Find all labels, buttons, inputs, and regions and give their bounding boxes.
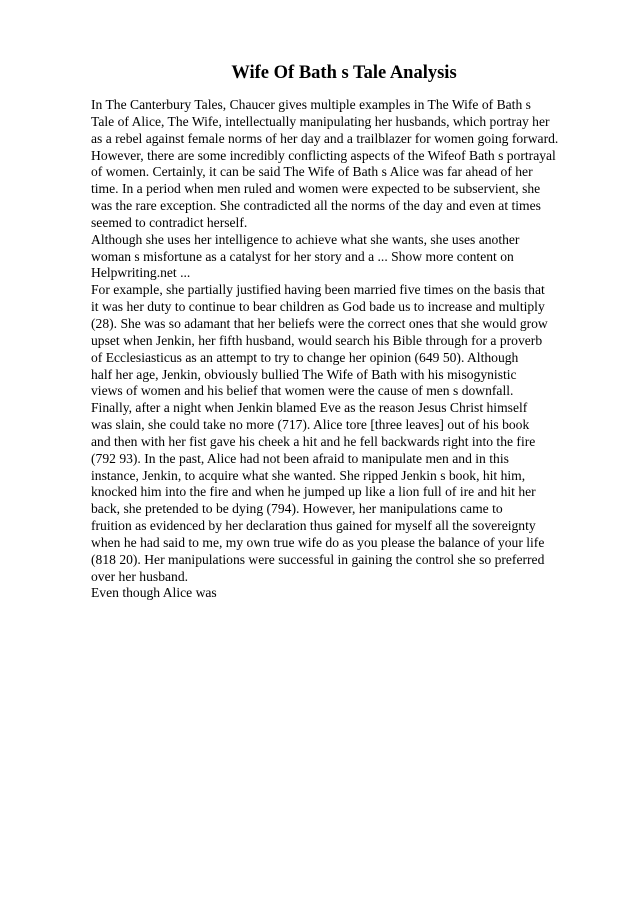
text-line: time. In a period when men ruled and women were expected to be subservient, she: [91, 181, 541, 197]
text-line: fruition as evidenced by her declaration thus gained for myself all the sovereignty: [91, 518, 536, 534]
text-line: (28). She was so adamant that her beliefs were the correct ones that she would grow: [91, 315, 548, 331]
text-line: knocked him into the fire and when he jumped up like a lion full of ire and hit her: [91, 484, 536, 500]
text-line: For example, she partially justified having been married five times on the basis that: [91, 282, 545, 298]
text-line: views of women and his belief that women were the cause of men s downfall.: [91, 383, 514, 399]
text-line: over her husband.: [91, 568, 189, 584]
text-line: as a rebel against female norms of her day and a trailblazer for women going forward.: [91, 130, 559, 146]
text-line: However, there are some incredibly conflicting aspects of the Wifeof Bath s portrayal: [91, 147, 556, 163]
text-line: Although she uses her intelligence to achieve what she wants, she uses another: [91, 231, 520, 247]
document-title: Wife Of Bath s Tale Analysis: [231, 63, 457, 83]
text-line: (792 93). In the past, Alice had not been afraid to manipulate men and in this: [91, 450, 509, 466]
text-line: it was her duty to continue to bear children as God bade us to increase and multiply: [91, 299, 545, 315]
text-line: and then with her fist gave his cheek a hit and he fell backwards right into the fire: [91, 433, 536, 449]
text-line: woman s misfortune as a catalyst for her story and a ... Show more content on: [91, 248, 514, 264]
text-line: seemed to contradict herself.: [91, 214, 248, 230]
document-body: [91, 97, 611, 602]
text-line: when he had said to me, my own true wife do as you please the balance of your life: [91, 534, 545, 550]
text-line: In The Canterbury Tales, Chaucer gives multiple examples in The Wife of Bath s: [91, 97, 531, 112]
text-line: Finally, after a night when Jenkin blamed Eve as the reason Jesus Christ himself: [91, 400, 528, 416]
text-line: of women. Certainly, it can be said The Wife of Bath s Alice was far ahead of her: [91, 164, 533, 180]
text-line: Even though Alice was: [91, 585, 217, 601]
text-line: was the rare exception. She contradicted all the norms of the day and even at times: [91, 198, 541, 214]
text-line: Tale of Alice, The Wife, intellectually manipulating her husbands, which portray her: [91, 113, 550, 129]
text-line: back, she pretended to be dying (794). However, her manipulations came to: [91, 501, 503, 517]
text-line: upset when Jenkin, her fifth husband, would search his Bible through for a proverb: [91, 332, 543, 348]
text-line: (818 20). Her manipulations were successful in gaining the control she so preferred: [91, 551, 545, 567]
text-line: was slain, she could take no more (717). Alice tore [three leaves] out of his book: [91, 417, 530, 433]
text-line: of Ecclesiasticus as an attempt to try to change her opinion (649 50). Although: [91, 349, 519, 365]
text-line: Helpwriting.net ...: [91, 265, 191, 281]
text-line: half her age, Jenkin, obviously bullied The Wife of Bath with his misogynistic: [91, 366, 517, 382]
text-line: instance, Jenkin, to acquire what she wanted. She ripped Jenkin s book, hit him,: [91, 467, 526, 483]
